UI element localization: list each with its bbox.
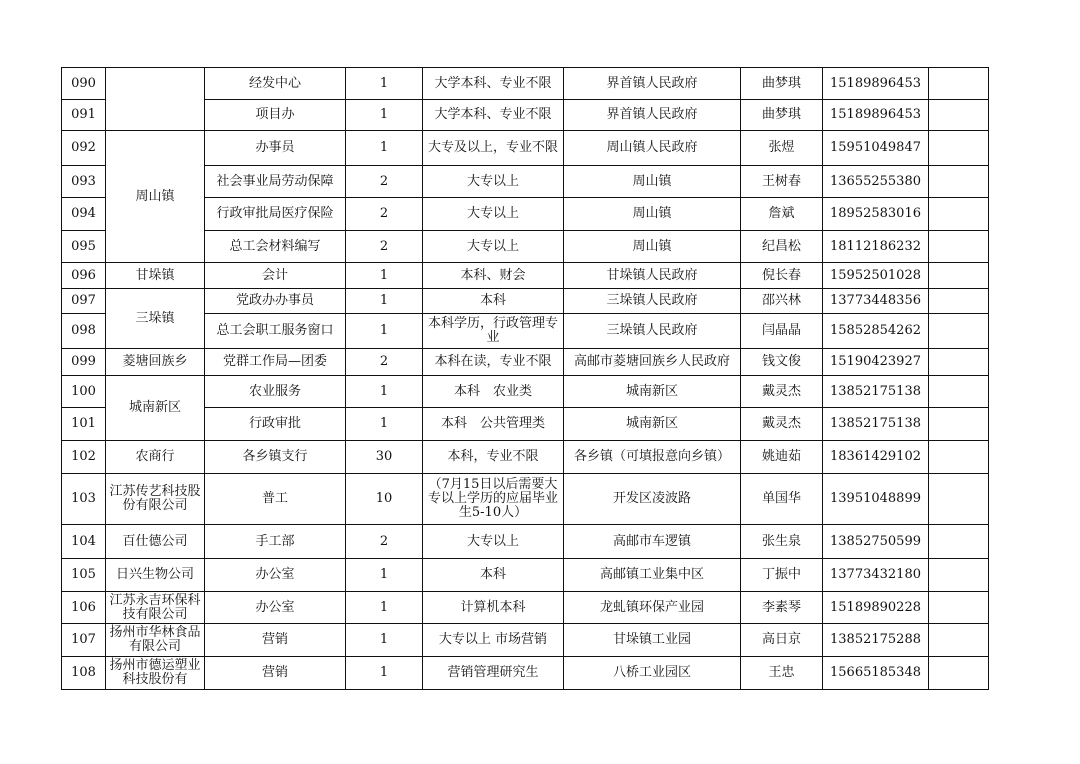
unit-cell: 扬州市华林食品有限公司	[106, 624, 205, 657]
count-cell: 1	[346, 657, 423, 690]
phone-cell: 13773448356	[823, 289, 929, 314]
unit-cell: 日兴生物公司	[106, 559, 205, 592]
position-cell: 经发中心	[205, 68, 346, 100]
phone-cell: 13852175138	[823, 408, 929, 441]
note-cell	[929, 68, 989, 100]
location-cell: 三垛镇人民政府	[564, 314, 741, 349]
note-cell	[929, 408, 989, 441]
requirement-cell: 本科、财会	[423, 263, 564, 289]
phone-cell: 15189896453	[823, 68, 929, 100]
count-cell: 1	[346, 592, 423, 624]
contact-cell: 戴灵杰	[741, 408, 823, 441]
position-cell: 行政审批局医疗保险	[205, 198, 346, 231]
location-cell: 周山镇	[564, 198, 741, 231]
contact-cell: 詹斌	[741, 198, 823, 231]
table-row	[62, 263, 989, 289]
requirement-cell: 大学本科、专业不限	[423, 68, 564, 100]
note-cell	[929, 100, 989, 131]
count-cell: 1	[346, 408, 423, 441]
requirement-cell: 本科 农业类	[423, 376, 564, 408]
row-id: 092	[62, 131, 106, 166]
note-cell	[929, 474, 989, 525]
count-cell: 1	[346, 263, 423, 289]
requirement-cell: 大专以上	[423, 166, 564, 198]
note-cell	[929, 131, 989, 166]
requirement-cell: 大专以上	[423, 198, 564, 231]
count-cell: 1	[346, 68, 423, 100]
requirement-cell: 大学本科、专业不限	[423, 100, 564, 131]
row-id: 107	[62, 624, 106, 657]
position-cell: 社会事业局劳动保障	[205, 166, 346, 198]
row-id: 094	[62, 198, 106, 231]
contact-cell: 倪长春	[741, 263, 823, 289]
phone-cell: 13655255380	[823, 166, 929, 198]
row-id: 101	[62, 408, 106, 441]
count-cell: 1	[346, 376, 423, 408]
count-cell: 1	[346, 289, 423, 314]
row-id: 104	[62, 525, 106, 559]
position-cell: 党群工作局—团委	[205, 349, 346, 376]
phone-cell: 18952583016	[823, 198, 929, 231]
location-cell: 界首镇人民政府	[564, 100, 741, 131]
note-cell	[929, 289, 989, 314]
table-row	[62, 289, 989, 314]
table-row	[62, 68, 989, 100]
phone-cell: 13852175138	[823, 376, 929, 408]
location-cell: 界首镇人民政府	[564, 68, 741, 100]
note-cell	[929, 198, 989, 231]
contact-cell: 张生泉	[741, 525, 823, 559]
phone-cell: 13951048899	[823, 474, 929, 525]
row-id: 098	[62, 314, 106, 349]
phone-cell: 15189896453	[823, 100, 929, 131]
phone-cell: 15190423927	[823, 349, 929, 376]
phone-cell: 18112186232	[823, 231, 929, 263]
phone-cell: 15952501028	[823, 263, 929, 289]
note-cell	[929, 263, 989, 289]
note-cell	[929, 592, 989, 624]
phone-cell: 15852854262	[823, 314, 929, 349]
location-cell: 高邮镇工业集中区	[564, 559, 741, 592]
contact-cell: 闫晶晶	[741, 314, 823, 349]
contact-cell: 王树春	[741, 166, 823, 198]
contact-cell: 纪昌松	[741, 231, 823, 263]
requirement-cell: 计算机本科	[423, 592, 564, 624]
phone-cell: 13773432180	[823, 559, 929, 592]
requirement-cell: 大专以上	[423, 525, 564, 559]
position-cell: 总工会职工服务窗口	[205, 314, 346, 349]
unit-cell: 江苏传艺科技股份有限公司	[106, 474, 205, 525]
requirement-cell: 本科在读，专业不限	[423, 349, 564, 376]
phone-cell: 13852750599	[823, 525, 929, 559]
contact-cell: 丁振中	[741, 559, 823, 592]
table-row	[62, 624, 989, 657]
row-id: 093	[62, 166, 106, 198]
requirement-cell: 大专及以上，专业不限	[423, 131, 564, 166]
contact-cell: 戴灵杰	[741, 376, 823, 408]
unit-cell: 江苏永吉环保科技有限公司	[106, 592, 205, 624]
requirement-cell: 本科学历，行政管理专业	[423, 314, 564, 349]
requirement-cell: 本科	[423, 559, 564, 592]
count-cell: 2	[346, 231, 423, 263]
count-cell: 1	[346, 100, 423, 131]
requirement-cell: 本科 公共管理类	[423, 408, 564, 441]
note-cell	[929, 624, 989, 657]
requirement-cell: 本科	[423, 289, 564, 314]
position-cell: 各乡镇支行	[205, 441, 346, 474]
location-cell: 龙虬镇环保产业园	[564, 592, 741, 624]
job-table	[61, 67, 989, 690]
location-cell: 高邮市车逻镇	[564, 525, 741, 559]
unit-cell: 甘垛镇	[106, 263, 205, 289]
requirement-cell: 本科，专业不限	[423, 441, 564, 474]
count-cell: 2	[346, 166, 423, 198]
position-cell: 农业服务	[205, 376, 346, 408]
unit-cell: 三垛镇	[106, 289, 205, 349]
contact-cell: 钱文俊	[741, 349, 823, 376]
position-cell: 普工	[205, 474, 346, 525]
requirement-cell: （7月15日以后需要大专以上学历的应届毕业生5-10人）	[423, 474, 564, 525]
position-cell: 党政办办事员	[205, 289, 346, 314]
location-cell: 甘垛镇工业园	[564, 624, 741, 657]
unit-cell: 百仕德公司	[106, 525, 205, 559]
phone-cell: 13852175288	[823, 624, 929, 657]
table-row	[62, 131, 989, 166]
count-cell: 1	[346, 624, 423, 657]
phone-cell: 15189890228	[823, 592, 929, 624]
unit-cell	[106, 68, 205, 131]
position-cell: 办公室	[205, 592, 346, 624]
location-cell: 各乡镇（可填报意向乡镇）	[564, 441, 741, 474]
row-id: 103	[62, 474, 106, 525]
location-cell: 周山镇	[564, 231, 741, 263]
location-cell: 城南新区	[564, 376, 741, 408]
location-cell: 三垛镇人民政府	[564, 289, 741, 314]
row-id: 106	[62, 592, 106, 624]
table-row	[62, 592, 989, 624]
row-id: 102	[62, 441, 106, 474]
phone-cell: 15951049847	[823, 131, 929, 166]
row-id: 091	[62, 100, 106, 131]
contact-cell: 高日京	[741, 624, 823, 657]
location-cell: 开发区凌波路	[564, 474, 741, 525]
position-cell: 营销	[205, 624, 346, 657]
note-cell	[929, 349, 989, 376]
row-id: 095	[62, 231, 106, 263]
phone-cell: 18361429102	[823, 441, 929, 474]
row-id: 105	[62, 559, 106, 592]
note-cell	[929, 657, 989, 690]
contact-cell: 张煜	[741, 131, 823, 166]
count-cell: 2	[346, 198, 423, 231]
requirement-cell: 大专以上	[423, 231, 564, 263]
table-row	[62, 349, 989, 376]
unit-cell: 扬州市德运塑业科技股份有	[106, 657, 205, 690]
contact-cell: 李素琴	[741, 592, 823, 624]
phone-cell: 15665185348	[823, 657, 929, 690]
position-cell: 总工会材料编写	[205, 231, 346, 263]
count-cell: 1	[346, 314, 423, 349]
position-cell: 办事员	[205, 131, 346, 166]
row-id: 099	[62, 349, 106, 376]
position-cell: 营销	[205, 657, 346, 690]
location-cell: 周山镇人民政府	[564, 131, 741, 166]
position-cell: 办公室	[205, 559, 346, 592]
row-id: 090	[62, 68, 106, 100]
note-cell	[929, 314, 989, 349]
position-cell: 手工部	[205, 525, 346, 559]
count-cell: 1	[346, 559, 423, 592]
note-cell	[929, 559, 989, 592]
unit-cell: 农商行	[106, 441, 205, 474]
contact-cell: 邵兴林	[741, 289, 823, 314]
contact-cell: 姚迪茹	[741, 441, 823, 474]
position-cell: 会计	[205, 263, 346, 289]
position-cell: 项目办	[205, 100, 346, 131]
contact-cell: 王忠	[741, 657, 823, 690]
location-cell: 高邮市菱塘回族乡人民政府	[564, 349, 741, 376]
note-cell	[929, 166, 989, 198]
contact-cell: 曲梦琪	[741, 100, 823, 131]
table-row	[62, 441, 989, 474]
note-cell	[929, 525, 989, 559]
location-cell: 周山镇	[564, 166, 741, 198]
location-cell: 甘垛镇人民政府	[564, 263, 741, 289]
contact-cell: 单国华	[741, 474, 823, 525]
table-row	[62, 525, 989, 559]
table-row	[62, 474, 989, 525]
row-id: 097	[62, 289, 106, 314]
count-cell: 2	[346, 349, 423, 376]
unit-cell: 周山镇	[106, 131, 205, 263]
count-cell: 10	[346, 474, 423, 525]
note-cell	[929, 231, 989, 263]
location-cell: 八桥工业园区	[564, 657, 741, 690]
note-cell	[929, 441, 989, 474]
row-id: 100	[62, 376, 106, 408]
table-row	[62, 559, 989, 592]
requirement-cell: 大专以上 市场营销	[423, 624, 564, 657]
unit-cell: 菱塘回族乡	[106, 349, 205, 376]
table-row	[62, 376, 989, 408]
count-cell: 2	[346, 525, 423, 559]
unit-cell: 城南新区	[106, 376, 205, 441]
row-id: 108	[62, 657, 106, 690]
requirement-cell: 营销管理研究生	[423, 657, 564, 690]
location-cell: 城南新区	[564, 408, 741, 441]
count-cell: 30	[346, 441, 423, 474]
count-cell: 1	[346, 131, 423, 166]
contact-cell: 曲梦琪	[741, 68, 823, 100]
position-cell: 行政审批	[205, 408, 346, 441]
table-row	[62, 657, 989, 690]
note-cell	[929, 376, 989, 408]
row-id: 096	[62, 263, 106, 289]
